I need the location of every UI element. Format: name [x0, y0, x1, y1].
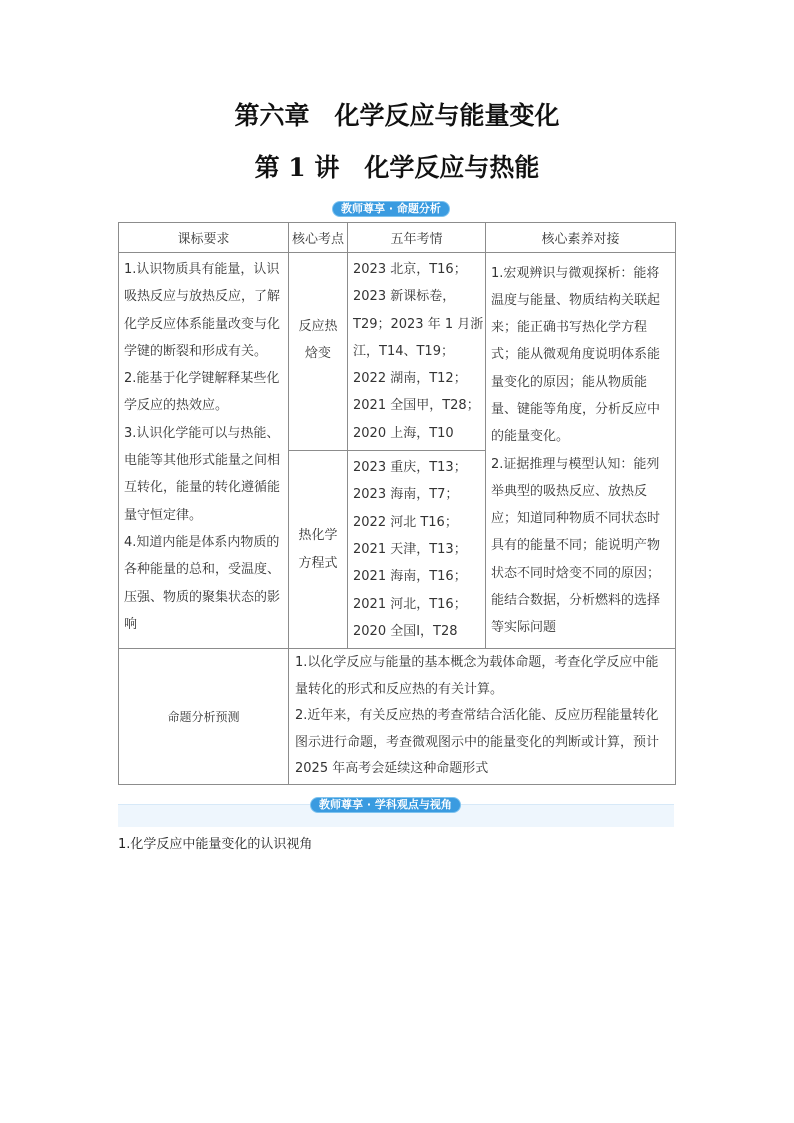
header-topics: 核心考点	[289, 223, 348, 253]
topic-label: 热化学方程式	[298, 528, 338, 571]
standards-cell	[119, 253, 289, 649]
exam-line: 2022 河北 T16；	[353, 514, 458, 530]
topic-cell	[289, 451, 348, 649]
exam-line: 2021 河北，T16；	[353, 596, 467, 612]
standard-item: 3.认识化学能可以与热能、电能等其他形式能量之间相互转化，能量的转化遵循能量守恒定律。	[124, 425, 281, 523]
curriculum-table	[118, 222, 676, 785]
table-header-row	[119, 223, 676, 253]
exam-line: T29；2023 年 1 月浙	[353, 316, 484, 332]
header-literacy: 核心素养对接	[486, 223, 676, 253]
lecture-title: 第 1 讲 化学反应与热能	[254, 153, 540, 182]
literacy-item: 1.宏观辨识与微观探析：能将温度与能量、物质结构关联起来；能正确书写热化学方程式；能从微观角度说明体系能量变化的原因；能从物质能量、键能等角度，分析反应中的能量变化。	[491, 265, 661, 445]
teacher-badge-perspective: 教师尊享 · 学科观点与视角	[310, 797, 461, 813]
exam-line: 2023 海南，T7；	[353, 487, 459, 503]
prediction-label: 命题分析预测	[167, 709, 240, 724]
exam-line: 2023 重庆，T13；	[353, 460, 467, 476]
exam-line: 2023 新课标卷，	[353, 289, 456, 305]
standard-item: 4.知道内能是体系内物质的各种能量的总和，受温度、压强、物质的聚集状态的影响	[124, 534, 281, 632]
prediction-item: 1.以化学反应与能量的基本概念为载体命题，考查化学反应中能量转化的形式和反应热的有关计算。	[295, 655, 659, 697]
topic-cell	[289, 253, 348, 451]
exam-line: 2022 湖南，T12；	[353, 371, 467, 387]
header-standards: 课标要求	[119, 223, 289, 253]
prediction-label-cell	[119, 649, 289, 785]
exam-line: 江，T14、T19；	[353, 343, 454, 359]
table-row	[119, 253, 676, 451]
standard-item: 1.认识物质具有能量，认识吸热反应与放热反应，了解化学反应体系能量改变与化学键的断裂和形成有关。	[124, 262, 281, 359]
section-heading: 1.化学反应中能量变化的认识视角	[118, 837, 313, 852]
literacy-item: 2.证据推理与模型认知：能列举典型的吸热反应、放热反应；知道同种物质不同状态时具有的能量不同；能说明产物状态不同时焓变不同的原因；能结合数据，分析燃料的选择等实际问题	[491, 456, 661, 636]
exam-line: 2020 上海，T10	[353, 425, 454, 441]
prediction-item: 2.近年来，有关反应热的考查常结合活化能、反应历程能量转化图示进行命题，考查微观图示中的能量变化的判断或计算，预计 2025 年高考会延续这种命题形式	[295, 708, 660, 777]
exam-line: 2021 全国甲，T28；	[353, 398, 480, 414]
table-row	[119, 649, 676, 785]
exam-line: 2023 北京，T16；	[353, 262, 467, 277]
literacy-cell	[486, 253, 676, 649]
exam-line: 2020 全国Ⅰ，T28	[353, 623, 458, 639]
prediction-cell	[289, 649, 676, 785]
standard-item: 2.能基于化学键解释某些化学反应的热效应。	[124, 371, 280, 414]
exam-line: 2021 天津，T13；	[353, 541, 467, 557]
exams-cell	[348, 451, 486, 649]
exams-cell	[348, 253, 486, 451]
chapter-title: 第六章 化学反应与能量变化	[234, 101, 560, 130]
header-exams: 五年考情	[348, 223, 486, 253]
teacher-badge-analysis: 教师尊享 · 命题分析	[332, 201, 450, 217]
topic-label: 反应热焓变	[298, 319, 338, 362]
exam-line: 2021 海南，T16；	[353, 569, 467, 585]
